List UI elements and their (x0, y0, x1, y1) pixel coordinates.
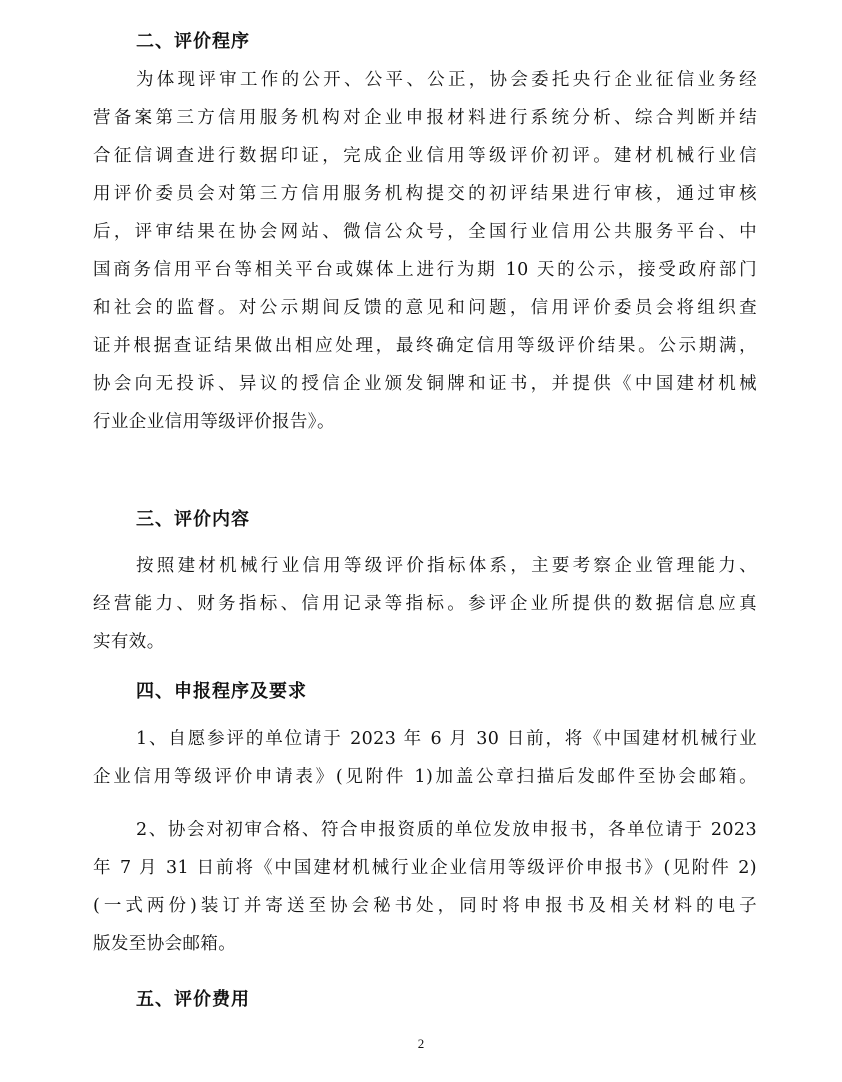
text-line: 按照建材机械行业信用等级评价指标体系，主要考察企业管理能力、 (136, 556, 757, 576)
section-heading-evaluation-procedure: 二、评价程序 (136, 31, 250, 52)
text-line: 为体现评审工作的公开、公平、公正，协会委托央行企业征信业务经 (136, 70, 757, 90)
section-heading-application-procedure: 四、申报程序及要求 (136, 681, 307, 702)
paragraph-application-item-1 (93, 720, 757, 796)
page-number: 2 (417, 1036, 425, 1051)
text-line: 后，评审结果在协会网站、微信公众号，全国行业信用公共服务平台、中 (93, 222, 757, 242)
paragraph-evaluation-procedure (93, 61, 757, 441)
text-line: 国商务信用平台等相关平台或媒体上进行为期 10 天的公示，接受政府部门 (93, 260, 757, 280)
text-line: 用评价委员会对第三方信用服务机构提交的初评结果进行审核，通过审核 (93, 184, 757, 204)
section-heading-evaluation-content: 三、评价内容 (136, 509, 250, 530)
text-line: (一式两份)装订并寄送至协会秘书处，同时将申报书及相关材料的电子 (93, 896, 757, 916)
text-line: 年 7 月 31 日前将《中国建材机械行业企业信用等级评价申报书》(见附件 2) (93, 858, 757, 878)
text-line: 实有效。 (93, 632, 165, 652)
paragraph-application-item-2 (93, 811, 757, 963)
text-line: 1、自愿参评的单位请于 2023 年 6 月 30 日前，将《中国建材机械行业 (136, 729, 757, 749)
text-line: 企业信用等级评价申请表》(见附件 1)加盖公章扫描后发邮件至协会邮箱。 (93, 767, 757, 787)
text-line: 2、协会对初审合格、符合申报资质的单位发放申报书，各单位请于 2023 (136, 820, 757, 840)
text-line: 行业企业信用等级评价报告》。 (93, 412, 335, 432)
section-heading-evaluation-fee: 五、评价费用 (136, 989, 250, 1010)
paragraph-evaluation-content (93, 547, 757, 661)
text-line: 和社会的监督。对公示期间反馈的意见和问题，信用评价委员会将组织查 (93, 298, 757, 318)
text-line: 营备案第三方信用服务机构对企业申报材料进行系统分析、综合判断并结 (93, 108, 757, 128)
text-line: 证并根据查证结果做出相应处理，最终确定信用等级评价结果。公示期满， (93, 336, 757, 356)
text-line: 协会向无投诉、异议的授信企业颁发铜牌和证书，并提供《中国建材机械 (93, 374, 757, 394)
text-line: 版发至协会邮箱。 (93, 934, 237, 954)
text-line: 合征信调查进行数据印证，完成企业信用等级评价初评。建材机械行业信 (93, 146, 757, 166)
text-line: 经营能力、财务指标、信用记录等指标。参评企业所提供的数据信息应真 (93, 594, 757, 614)
